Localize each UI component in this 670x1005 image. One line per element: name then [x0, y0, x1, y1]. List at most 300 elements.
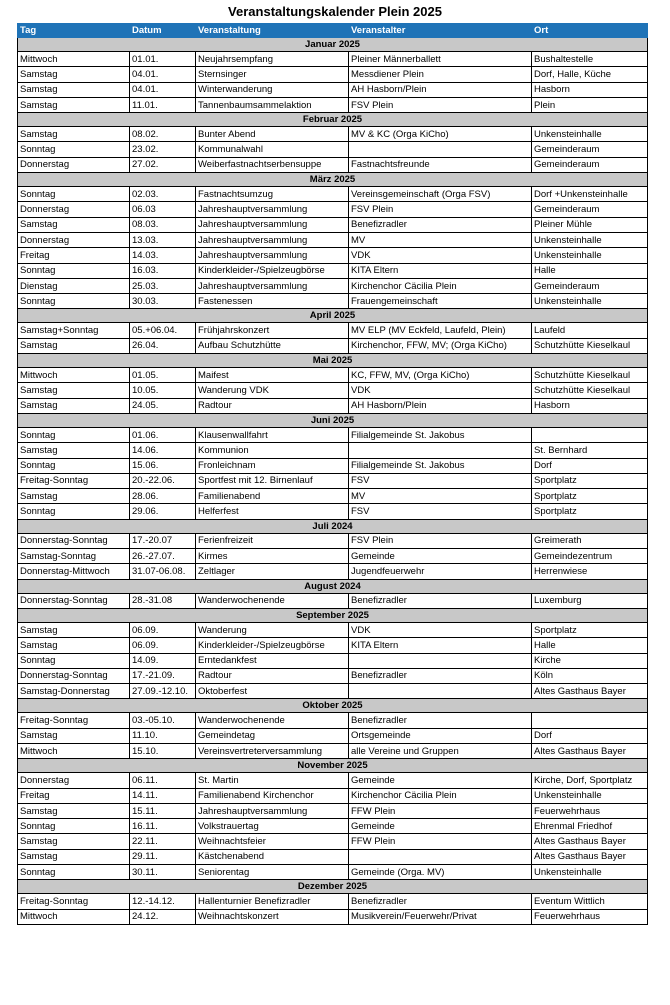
- table-row: [18, 398, 648, 413]
- cell-tag: Samstag: [18, 338, 130, 353]
- cell-ort: Sportplatz: [532, 504, 648, 519]
- table-row: [18, 232, 648, 247]
- cell-veranstaltung: Kästchenabend: [196, 849, 349, 864]
- cell-veranstaltung: Hallenturnier Benefizradler: [196, 894, 349, 909]
- cell-datum: 01.05.: [130, 368, 196, 383]
- table-row: [18, 52, 648, 67]
- cell-veranstaltung: Fronleichnam: [196, 458, 349, 473]
- cell-tag: Samstag: [18, 67, 130, 82]
- cell-ort: Halle: [532, 638, 648, 653]
- table-row: [18, 638, 648, 653]
- cell-datum: 24.12.: [130, 909, 196, 924]
- cell-veranstalter: Benefizradler: [349, 593, 532, 608]
- cell-datum: 06.03: [130, 202, 196, 217]
- cell-veranstalter: Messdiener Plein: [349, 67, 532, 82]
- cell-ort: Hasborn: [532, 82, 648, 97]
- cell-datum: 28.06.: [130, 489, 196, 504]
- cell-ort: Unkensteinhalle: [532, 865, 648, 880]
- cell-ort: Sportplatz: [532, 489, 648, 504]
- cell-tag: Sonntag: [18, 263, 130, 278]
- cell-veranstaltung: Familienabend Kirchenchor: [196, 788, 349, 803]
- month-header-row: [18, 608, 648, 622]
- cell-tag: Mittwoch: [18, 743, 130, 758]
- cell-veranstalter: Filialgemeinde St. Jakobus: [349, 427, 532, 442]
- cell-veranstalter: MV: [349, 489, 532, 504]
- cell-veranstaltung: Jahreshauptversammlung: [196, 232, 349, 247]
- cell-veranstalter: FSV Plein: [349, 202, 532, 217]
- cell-datum: 11.01.: [130, 97, 196, 112]
- cell-veranstaltung: Vereinsvertreterversammlung: [196, 743, 349, 758]
- table-row: [18, 653, 648, 668]
- cell-veranstalter: [349, 684, 532, 699]
- cell-tag: Donnerstag: [18, 157, 130, 172]
- cell-datum: 29.06.: [130, 504, 196, 519]
- cell-ort: Luxemburg: [532, 593, 648, 608]
- cell-ort: Greimerath: [532, 533, 648, 548]
- cell-datum: 30.11.: [130, 865, 196, 880]
- cell-veranstalter: Gemeinde: [349, 549, 532, 564]
- cell-tag: Samstag+Sonntag: [18, 323, 130, 338]
- cell-tag: Freitag: [18, 248, 130, 263]
- table-row: [18, 278, 648, 293]
- cell-tag: Mittwoch: [18, 368, 130, 383]
- cell-veranstaltung: Winterwanderung: [196, 82, 349, 97]
- cell-tag: Samstag: [18, 82, 130, 97]
- cell-veranstaltung: Kinderkleider-/Spielzeugbörse: [196, 263, 349, 278]
- cell-veranstaltung: Wanderwochenende: [196, 713, 349, 728]
- cell-tag: Samstag-Donnerstag: [18, 684, 130, 699]
- table-row: [18, 564, 648, 579]
- cell-veranstaltung: Jahreshauptversammlung: [196, 803, 349, 818]
- cell-veranstalter: [349, 653, 532, 668]
- cell-datum: 26.04.: [130, 338, 196, 353]
- cell-veranstaltung: Wanderung VDK: [196, 383, 349, 398]
- month-label: Juli 2024: [18, 519, 648, 533]
- cell-tag: Samstag: [18, 383, 130, 398]
- cell-veranstalter: [349, 443, 532, 458]
- cell-tag: Samstag: [18, 849, 130, 864]
- table-row: [18, 263, 648, 278]
- cell-veranstaltung: Weihnachtsfeier: [196, 834, 349, 849]
- table-row: [18, 834, 648, 849]
- cell-datum: 17.-20.07: [130, 533, 196, 548]
- cell-ort: Dorf: [532, 728, 648, 743]
- page-title: Veranstaltungskalender Plein 2025: [228, 4, 442, 19]
- cell-veranstalter: FFW Plein: [349, 834, 532, 849]
- table-row: [18, 443, 648, 458]
- cell-ort: Unkensteinhalle: [532, 788, 648, 803]
- cell-veranstalter: KITA Eltern: [349, 638, 532, 653]
- cell-veranstaltung: Frühjahrskonzert: [196, 323, 349, 338]
- cell-tag: Donnerstag: [18, 773, 130, 788]
- cell-veranstaltung: Kommunalwahl: [196, 142, 349, 157]
- cell-datum: 15.11.: [130, 803, 196, 818]
- month-header-row: [18, 413, 648, 427]
- cell-veranstalter: Kirchenchor, FFW, MV; (Orga KiCho): [349, 338, 532, 353]
- column-header-ort: Ort: [532, 24, 648, 38]
- cell-ort: Altes Gasthaus Bayer: [532, 684, 648, 699]
- cell-ort: Köln: [532, 668, 648, 683]
- cell-ort: Halle: [532, 263, 648, 278]
- table-row: [18, 894, 648, 909]
- cell-datum: 04.01.: [130, 82, 196, 97]
- column-header-datum: Datum: [130, 24, 196, 38]
- cell-datum: 26.-27.07.: [130, 549, 196, 564]
- cell-veranstaltung: Jahreshauptversammlung: [196, 202, 349, 217]
- table-row: [18, 819, 648, 834]
- cell-veranstalter: Pleiner Männerballett: [349, 52, 532, 67]
- cell-veranstalter: AH Hasborn/Plein: [349, 82, 532, 97]
- cell-datum: 28.-31.08: [130, 593, 196, 608]
- cell-veranstalter: Kirchenchor Cäcilia Plein: [349, 788, 532, 803]
- cell-ort: Gemeindezentrum: [532, 549, 648, 564]
- cell-tag: Donnerstag-Sonntag: [18, 593, 130, 608]
- cell-ort: Gemeinderaum: [532, 202, 648, 217]
- cell-veranstaltung: Kinderkleider-/Spielzeugbörse: [196, 638, 349, 653]
- cell-tag: Donnerstag-Sonntag: [18, 668, 130, 683]
- cell-ort: Gemeinderaum: [532, 142, 648, 157]
- table-row: [18, 202, 648, 217]
- cell-veranstaltung: Wanderwochenende: [196, 593, 349, 608]
- table-row: [18, 865, 648, 880]
- cell-ort: Plein: [532, 97, 648, 112]
- cell-ort: [532, 427, 648, 442]
- cell-ort: Hasborn: [532, 398, 648, 413]
- cell-tag: Samstag: [18, 443, 130, 458]
- cell-veranstaltung: Weihnachtskonzert: [196, 909, 349, 924]
- cell-datum: 03.-05.10.: [130, 713, 196, 728]
- cell-datum: 16.03.: [130, 263, 196, 278]
- cell-veranstaltung: Sternsinger: [196, 67, 349, 82]
- month-label: Oktober 2025: [18, 699, 648, 713]
- month-label: Februar 2025: [18, 113, 648, 127]
- cell-datum: 08.03.: [130, 217, 196, 232]
- table-row: [18, 489, 648, 504]
- cell-veranstaltung: Radtour: [196, 398, 349, 413]
- cell-tag: Freitag: [18, 788, 130, 803]
- cell-tag: Donnerstag-Mittwoch: [18, 564, 130, 579]
- cell-veranstalter: MV & KC (Orga KiCho): [349, 127, 532, 142]
- cell-ort: Herrenwiese: [532, 564, 648, 579]
- cell-veranstalter: FFW Plein: [349, 803, 532, 818]
- cell-ort: Altes Gasthaus Bayer: [532, 834, 648, 849]
- cell-ort: Bushaltestelle: [532, 52, 648, 67]
- cell-veranstaltung: Fastenessen: [196, 294, 349, 309]
- cell-veranstaltung: Wanderung: [196, 622, 349, 637]
- cell-ort: Kirche, Dorf, Sportplatz: [532, 773, 648, 788]
- month-label: November 2025: [18, 759, 648, 773]
- cell-veranstalter: Benefizradler: [349, 668, 532, 683]
- cell-tag: Dienstag: [18, 278, 130, 293]
- cell-tag: Samstag-Sonntag: [18, 549, 130, 564]
- table-row: [18, 294, 648, 309]
- table-row: [18, 713, 648, 728]
- cell-ort: Altes Gasthaus Bayer: [532, 743, 648, 758]
- cell-veranstaltung: Klausenwallfahrt: [196, 427, 349, 442]
- table-row: [18, 217, 648, 232]
- month-label: März 2025: [18, 173, 648, 187]
- month-label: Juni 2025: [18, 413, 648, 427]
- cell-ort: Feuerwehrhaus: [532, 909, 648, 924]
- cell-veranstalter: Benefizradler: [349, 217, 532, 232]
- cell-tag: Samstag: [18, 803, 130, 818]
- cell-ort: Gemeinderaum: [532, 157, 648, 172]
- cell-veranstaltung: Sportfest mit 12. Birnenlauf: [196, 473, 349, 488]
- cell-tag: Freitag-Sonntag: [18, 713, 130, 728]
- cell-tag: Samstag: [18, 398, 130, 413]
- cell-veranstalter: Musikverein/Feuerwehr/Privat: [349, 909, 532, 924]
- month-header-row: [18, 579, 648, 593]
- cell-veranstalter: Gemeinde: [349, 819, 532, 834]
- cell-tag: Sonntag: [18, 653, 130, 668]
- cell-veranstaltung: Bunter Abend: [196, 127, 349, 142]
- cell-tag: Sonntag: [18, 458, 130, 473]
- cell-veranstaltung: Oktoberfest: [196, 684, 349, 699]
- cell-tag: Samstag: [18, 127, 130, 142]
- cell-veranstalter: Benefizradler: [349, 713, 532, 728]
- table-row: [18, 549, 648, 564]
- cell-veranstalter: alle Vereine und Gruppen: [349, 743, 532, 758]
- month-header-row: [18, 113, 648, 127]
- month-label: April 2025: [18, 309, 648, 323]
- cell-veranstaltung: Fastnachtsumzug: [196, 187, 349, 202]
- table-row: [18, 668, 648, 683]
- cell-veranstalter: [349, 849, 532, 864]
- cell-veranstalter: Filialgemeinde St. Jakobus: [349, 458, 532, 473]
- month-header-row: [18, 354, 648, 368]
- table-row: [18, 909, 648, 924]
- cell-tag: Samstag: [18, 728, 130, 743]
- cell-veranstalter: MV ELP (MV Eckfeld, Laufeld, Plein): [349, 323, 532, 338]
- table-row: [18, 82, 648, 97]
- cell-datum: 06.09.: [130, 622, 196, 637]
- cell-veranstalter: FSV: [349, 504, 532, 519]
- cell-veranstaltung: Jahreshauptversammlung: [196, 278, 349, 293]
- cell-datum: 15.10.: [130, 743, 196, 758]
- table-row: [18, 383, 648, 398]
- cell-veranstaltung: Ferienfreizeit: [196, 533, 349, 548]
- cell-tag: Mittwoch: [18, 909, 130, 924]
- column-header-veranstaltung: Veranstaltung: [196, 24, 349, 38]
- month-label: Mai 2025: [18, 354, 648, 368]
- cell-veranstalter: Fastnachtsfreunde: [349, 157, 532, 172]
- cell-veranstalter: Frauengemeinschaft: [349, 294, 532, 309]
- cell-ort: Pleiner Mühle: [532, 217, 648, 232]
- cell-tag: Sonntag: [18, 187, 130, 202]
- cell-veranstalter: KITA Eltern: [349, 263, 532, 278]
- cell-tag: Samstag: [18, 489, 130, 504]
- cell-veranstaltung: Radtour: [196, 668, 349, 683]
- cell-tag: Samstag: [18, 217, 130, 232]
- cell-veranstaltung: Neujahrsempfang: [196, 52, 349, 67]
- cell-tag: Samstag: [18, 834, 130, 849]
- cell-veranstaltung: Kirmes: [196, 549, 349, 564]
- cell-veranstalter: VDK: [349, 248, 532, 263]
- cell-ort: Schutzhütte Kieselkaul: [532, 338, 648, 353]
- cell-veranstalter: [349, 142, 532, 157]
- table-row: [18, 773, 648, 788]
- cell-veranstalter: Jugendfeuerwehr: [349, 564, 532, 579]
- table-row: [18, 728, 648, 743]
- table-row: [18, 593, 648, 608]
- cell-ort: Kirche: [532, 653, 648, 668]
- table-row: [18, 97, 648, 112]
- cell-veranstalter: Gemeinde: [349, 773, 532, 788]
- cell-veranstalter: FSV Plein: [349, 533, 532, 548]
- cell-datum: 27.09.-12.10.: [130, 684, 196, 699]
- table-row: [18, 142, 648, 157]
- cell-datum: 15.06.: [130, 458, 196, 473]
- cell-ort: Dorf: [532, 458, 648, 473]
- cell-tag: Samstag: [18, 638, 130, 653]
- table-row: [18, 533, 648, 548]
- table-row: [18, 67, 648, 82]
- cell-veranstalter: Vereinsgemeinschaft (Orga FSV): [349, 187, 532, 202]
- cell-datum: 17.-21.09.: [130, 668, 196, 683]
- cell-tag: Sonntag: [18, 142, 130, 157]
- month-label: August 2024: [18, 579, 648, 593]
- cell-ort: St. Bernhard: [532, 443, 648, 458]
- cell-veranstalter: FSV: [349, 473, 532, 488]
- cell-veranstaltung: St. Martin: [196, 773, 349, 788]
- month-header-row: [18, 519, 648, 533]
- cell-veranstaltung: Familienabend: [196, 489, 349, 504]
- cell-datum: 13.03.: [130, 232, 196, 247]
- month-label: Januar 2025: [18, 38, 648, 52]
- cell-ort: Laufeld: [532, 323, 648, 338]
- month-header-row: [18, 38, 648, 52]
- cell-datum: 23.02.: [130, 142, 196, 157]
- table-row: [18, 473, 648, 488]
- cell-veranstalter: Ortsgemeinde: [349, 728, 532, 743]
- cell-datum: 11.10.: [130, 728, 196, 743]
- cell-veranstaltung: Weiberfastnachtserbensuppe: [196, 157, 349, 172]
- table-row: [18, 323, 648, 338]
- table-row: [18, 788, 648, 803]
- cell-datum: 01.01.: [130, 52, 196, 67]
- table-row: [18, 157, 648, 172]
- cell-datum: 01.06.: [130, 427, 196, 442]
- cell-veranstaltung: Jahreshauptversammlung: [196, 248, 349, 263]
- table-row: [18, 743, 648, 758]
- table-row: [18, 458, 648, 473]
- cell-datum: 06.11.: [130, 773, 196, 788]
- cell-veranstaltung: Seniorentag: [196, 865, 349, 880]
- cell-datum: 14.03.: [130, 248, 196, 263]
- table-row: [18, 368, 648, 383]
- cell-ort: Dorf, Halle, Küche: [532, 67, 648, 82]
- cell-veranstalter: Gemeinde (Orga. MV): [349, 865, 532, 880]
- table-row: [18, 622, 648, 637]
- table-row: [18, 127, 648, 142]
- cell-veranstaltung: Gemeindetag: [196, 728, 349, 743]
- cell-ort: [532, 713, 648, 728]
- cell-tag: Samstag: [18, 622, 130, 637]
- month-header-row: [18, 759, 648, 773]
- table-row: [18, 248, 648, 263]
- cell-ort: Dorf +Unkensteinhalle: [532, 187, 648, 202]
- cell-ort: Altes Gasthaus Bayer: [532, 849, 648, 864]
- column-header-veranstalter: Veranstalter: [349, 24, 532, 38]
- cell-veranstaltung: Tannenbaumsammelaktion: [196, 97, 349, 112]
- cell-tag: Sonntag: [18, 504, 130, 519]
- month-header-row: [18, 880, 648, 894]
- cell-ort: Unkensteinhalle: [532, 232, 648, 247]
- cell-veranstaltung: Volkstrauertag: [196, 819, 349, 834]
- table-row: [18, 427, 648, 442]
- table-row: [18, 684, 648, 699]
- table-header-row: [18, 24, 648, 38]
- month-header-row: [18, 309, 648, 323]
- cell-veranstaltung: Zeltlager: [196, 564, 349, 579]
- cell-ort: Unkensteinhalle: [532, 127, 648, 142]
- cell-tag: Donnerstag: [18, 232, 130, 247]
- month-header-row: [18, 699, 648, 713]
- cell-tag: Donnerstag-Sonntag: [18, 533, 130, 548]
- cell-veranstalter: FSV Plein: [349, 97, 532, 112]
- cell-ort: Sportplatz: [532, 473, 648, 488]
- cell-datum: 25.03.: [130, 278, 196, 293]
- cell-datum: 20.-22.06.: [130, 473, 196, 488]
- column-header-tag: Tag: [18, 24, 130, 38]
- cell-veranstalter: Benefizradler: [349, 894, 532, 909]
- cell-veranstaltung: Aufbau Schutzhütte: [196, 338, 349, 353]
- month-label: September 2025: [18, 608, 648, 622]
- cell-veranstaltung: Helferfest: [196, 504, 349, 519]
- cell-datum: 22.11.: [130, 834, 196, 849]
- cell-datum: 10.05.: [130, 383, 196, 398]
- calendar-body: [18, 38, 648, 925]
- cell-veranstalter: VDK: [349, 383, 532, 398]
- cell-tag: Sonntag: [18, 865, 130, 880]
- cell-tag: Samstag: [18, 97, 130, 112]
- cell-datum: 27.02.: [130, 157, 196, 172]
- cell-datum: 05.+06.04.: [130, 323, 196, 338]
- cell-tag: Freitag-Sonntag: [18, 473, 130, 488]
- cell-veranstalter: KC, FFW, MV, (Orga KiCho): [349, 368, 532, 383]
- event-calendar-table: [17, 23, 648, 925]
- table-row: [18, 803, 648, 818]
- cell-veranstalter: AH Hasborn/Plein: [349, 398, 532, 413]
- cell-tag: Sonntag: [18, 819, 130, 834]
- cell-datum: 04.01.: [130, 67, 196, 82]
- cell-datum: 16.11.: [130, 819, 196, 834]
- cell-ort: Unkensteinhalle: [532, 294, 648, 309]
- cell-datum: 31.07-06.08.: [130, 564, 196, 579]
- cell-datum: 08.02.: [130, 127, 196, 142]
- cell-veranstaltung: Erntedankfest: [196, 653, 349, 668]
- cell-datum: 24.05.: [130, 398, 196, 413]
- cell-datum: 30.03.: [130, 294, 196, 309]
- cell-datum: 29.11.: [130, 849, 196, 864]
- cell-veranstalter: Kirchenchor Cäcilia Plein: [349, 278, 532, 293]
- table-row: [18, 338, 648, 353]
- table-row: [18, 187, 648, 202]
- cell-ort: Gemeinderaum: [532, 278, 648, 293]
- cell-ort: Schutzhütte Kieselkaul: [532, 383, 648, 398]
- cell-ort: Ehrenmal Friedhof: [532, 819, 648, 834]
- cell-datum: 14.09.: [130, 653, 196, 668]
- cell-datum: 06.09.: [130, 638, 196, 653]
- cell-ort: Eventum Wittlich: [532, 894, 648, 909]
- cell-ort: Schutzhütte Kieselkaul: [532, 368, 648, 383]
- cell-tag: Mittwoch: [18, 52, 130, 67]
- cell-ort: Feuerwehrhaus: [532, 803, 648, 818]
- cell-veranstalter: MV: [349, 232, 532, 247]
- cell-veranstaltung: Jahreshauptversammlung: [196, 217, 349, 232]
- table-row: [18, 504, 648, 519]
- table-row: [18, 849, 648, 864]
